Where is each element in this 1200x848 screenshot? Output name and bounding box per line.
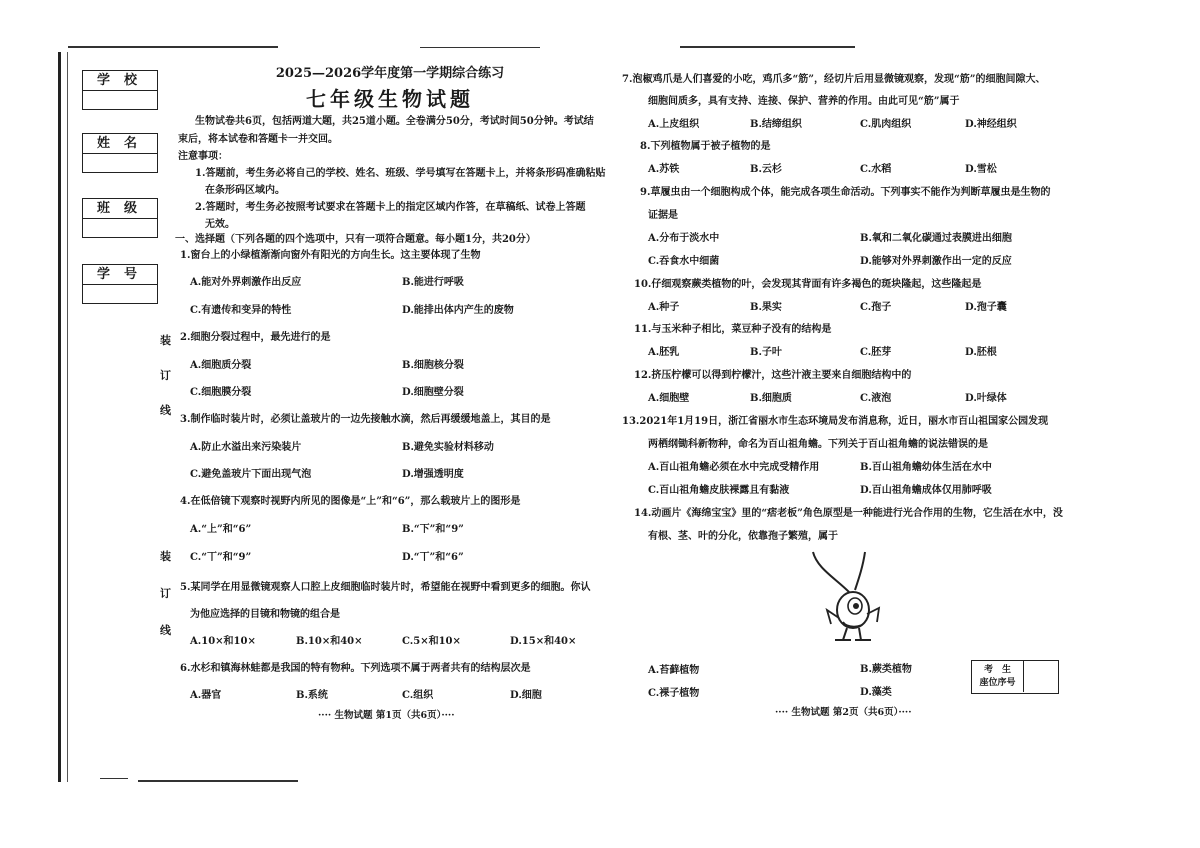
school-blank (83, 91, 157, 109)
option-c: C.液泡 (860, 393, 892, 404)
seat-label-line2: 座位序号 (979, 678, 1016, 688)
question-stem: 13.2021年1月19日，浙江省丽水市生态环境局发布消息称，近日，丽水市百山祖国家公园发现 (622, 416, 1049, 427)
note-line: 无效。 (205, 219, 235, 230)
question-stem-cont: 细胞间质多，具有支持、连接、保护、营养的作用。由此可见“筋”属于 (648, 96, 960, 107)
student-id-box (82, 264, 158, 304)
page-footer: ···· 生物试题 第1页（共6页）···· (318, 710, 455, 721)
binding-line (58, 52, 68, 782)
option-c: C.吞食水中细菌 (648, 256, 720, 267)
question-stem: 10.仔细观察蕨类植物的叶，会发现其背面有许多褐色的斑块隆起，这些隆起是 (634, 279, 982, 290)
option-d: D.细胞壁分裂 (402, 387, 464, 398)
question-stem: 7.泡椒鸡爪是人们喜爱的小吃，鸡爪多“筋”，经切片后用显微镜观察，发现“筋”的细胞间隙大、 (622, 74, 1046, 85)
option-a: A.百山祖角蟾必须在水中完成受精作用 (648, 462, 820, 473)
option-a: A.细胞质分裂 (190, 360, 252, 371)
option-a: A.器官 (190, 690, 222, 701)
option-d: D.雪松 (965, 164, 997, 175)
seat-number-box (971, 660, 1059, 694)
question-stem: 12.挤压柠檬可以得到柠檬汁，这些汁液主要来自细胞结构中的 (634, 370, 912, 381)
intro-line: 束后，将本试卷和答题卡一并交回。 (178, 134, 338, 145)
option-a: A.细胞壁 (648, 393, 690, 404)
question-stem: 6.水杉和镇海林蛙都是我国的特有物种。下列选项不属于两者共有的结构层次是 (180, 663, 531, 674)
binding-mark: 线 (160, 624, 171, 637)
class-blank (83, 219, 157, 237)
option-a: A.胚乳 (648, 347, 680, 358)
option-c: C.百山祖角蟾皮肤裸露且有黏液 (648, 485, 790, 496)
option-d: D.能排出体内产生的废物 (402, 305, 514, 316)
option-a: A.分布于淡水中 (648, 233, 720, 244)
scan-line (138, 780, 298, 782)
option-b: B.10×和40× (296, 636, 363, 647)
option-c: C.避免盖玻片下面出现气泡 (190, 469, 312, 480)
option-d: D.细胞 (510, 690, 542, 701)
option-c: C.孢子 (860, 302, 892, 313)
binding-mark: 装 (160, 550, 171, 563)
note-line: 2.答题时，考生务必按照考试要求在答题卡上的指定区域内作答，在草稿纸、试卷上答题 (195, 202, 586, 213)
exam-title: 七年级生物试题 (306, 87, 474, 111)
student-id-label: 学号 (83, 265, 157, 285)
option-c: C.5×和10× (402, 636, 461, 647)
question-stem: 3.制作临时装片时，必须让盖玻片的一边先接触水滴，然后再缓缓地盖上，其目的是 (180, 414, 551, 425)
binding-mark: 线 (160, 404, 171, 417)
option-a: A.苔藓植物 (648, 665, 700, 676)
scan-line (420, 47, 540, 48)
option-b: B.“下”和“9” (402, 524, 464, 535)
option-b: B.氧和二氧化碳通过表膜进出细胞 (860, 233, 1012, 244)
question-stem-cont: 有根、茎、叶的分化，依靠孢子繁殖，属于 (648, 531, 838, 542)
question-stem-cont: 两栖纲锄科新物种，命名为百山祖角蟾。下列关于百山祖角蟾的说法错误的是 (648, 439, 988, 450)
option-d: D.能够对外界刺激作出一定的反应 (860, 256, 1012, 267)
option-d: D.藻类 (860, 687, 892, 698)
option-b: B.结缔组织 (750, 119, 802, 130)
school-label: 学校 (83, 71, 157, 91)
option-b: B.蕨类植物 (860, 664, 912, 675)
binding-mark: 装 (160, 334, 171, 347)
question-stem: 14.动画片《海绵宝宝》里的“痞老板”角色原型是一种能进行光合作用的生物，它生活在水中，没 (634, 508, 1063, 519)
option-b: B.能进行呼吸 (402, 277, 464, 288)
option-d: D.15×和40× (510, 636, 577, 647)
option-d: D.叶绿体 (965, 393, 1007, 404)
name-blank (83, 154, 157, 172)
option-d: D.百山祖角蟾成体仅用肺呼吸 (860, 485, 992, 496)
question-stem: 9.草履虫由一个细胞构成个体，能完成各项生命活动。下列事实不能作为判断草履虫是生物的 (640, 187, 1051, 198)
option-b: B.细胞核分裂 (402, 360, 464, 371)
option-c: C.水稻 (860, 164, 892, 175)
option-c: C.裸子植物 (648, 688, 700, 699)
seat-number-label (972, 661, 1024, 692)
section-heading: 一、选择题（下列各题的四个选项中，只有一项符合题意。每小题1分，共20分） (175, 234, 536, 245)
option-c: C.肌肉组织 (860, 119, 912, 130)
option-d: D.“丅”和“6” (402, 552, 464, 563)
binding-mark: 订 (160, 587, 171, 600)
scan-line (680, 46, 855, 48)
option-c: C.“丅”和“9” (190, 552, 252, 563)
option-b: B.系统 (296, 690, 328, 701)
option-b: B.果实 (750, 302, 782, 313)
option-a: A.能对外界刺激作出反应 (190, 277, 302, 288)
question-stem: 11.与玉米种子相比，菜豆种子没有的结构是 (634, 324, 832, 335)
option-b: B.避免实验材料移动 (402, 442, 494, 453)
option-d: D.胚根 (965, 347, 997, 358)
question-stem-cont: 为他应选择的目镜和物镜的组合是 (190, 609, 340, 620)
option-b: B.子叶 (750, 347, 782, 358)
note-line: 1.答题前，考生务必将自己的学校、姓名、班级、学号填写在答题卡上，并将条形码准确粘贴 (195, 168, 606, 179)
option-b: B.细胞质 (750, 393, 792, 404)
class-label: 班级 (83, 199, 157, 219)
option-b: B.百山祖角蟾幼体生活在水中 (860, 462, 992, 473)
question-stem: 4.在低倍镜下观察时视野内所见的图像是“上”和“6”，那么载玻片上的图形是 (180, 496, 521, 507)
option-a: A.“上”和“6” (190, 524, 252, 535)
question-stem: 1.窗台上的小绿植渐渐向窗外有阳光的方向生长。这主要体现了生物 (180, 250, 481, 261)
option-a: A.10×和10× (190, 636, 256, 647)
intro-line: 生物试卷共6页，包括两道大题，共25道小题。全卷满分50分，考试时间50分钟。考试结 (195, 116, 594, 127)
question-stem: 5.某同学在用显微镜观察人口腔上皮细胞临时装片时，希望能在视野中看到更多的细胞。你认 (180, 582, 591, 593)
question-stem-cont: 证据是 (648, 210, 678, 221)
plankton-illustration (805, 548, 895, 648)
option-c: C.胚芽 (860, 347, 892, 358)
option-a: A.上皮组织 (648, 119, 700, 130)
student-id-blank (83, 285, 157, 303)
scan-line (100, 778, 128, 779)
name-label: 姓名 (83, 134, 157, 154)
option-c: C.细胞膜分裂 (190, 387, 252, 398)
option-c: C.有遗传和变异的特性 (190, 305, 292, 316)
notes-heading: 注意事项： (178, 151, 228, 162)
option-a: A.种子 (648, 302, 680, 313)
class-box (82, 198, 158, 238)
question-stem: 2.细胞分裂过程中，最先进行的是 (180, 332, 331, 343)
option-d: D.神经组织 (965, 119, 1017, 130)
scan-line (68, 46, 278, 48)
option-c: C.组织 (402, 690, 434, 701)
note-line: 在条形码区域内。 (205, 185, 285, 196)
exam-subtitle: 2025—2026学年度第一学期综合练习 (275, 66, 505, 81)
seat-label-line1: 考 生 (983, 665, 1011, 675)
option-a: A.苏铁 (648, 164, 680, 175)
option-d: D.增强透明度 (402, 469, 464, 480)
school-box (82, 70, 158, 110)
option-d: D.孢子囊 (965, 302, 1007, 313)
option-b: B.云杉 (750, 164, 782, 175)
question-stem: 8.下列植物属于被子植物的是 (640, 141, 771, 152)
page-footer: ···· 生物试题 第2页（共6页）···· (775, 707, 912, 718)
binding-mark: 订 (160, 369, 171, 382)
option-a: A.防止水溢出来污染装片 (190, 442, 302, 453)
name-box (82, 133, 158, 173)
